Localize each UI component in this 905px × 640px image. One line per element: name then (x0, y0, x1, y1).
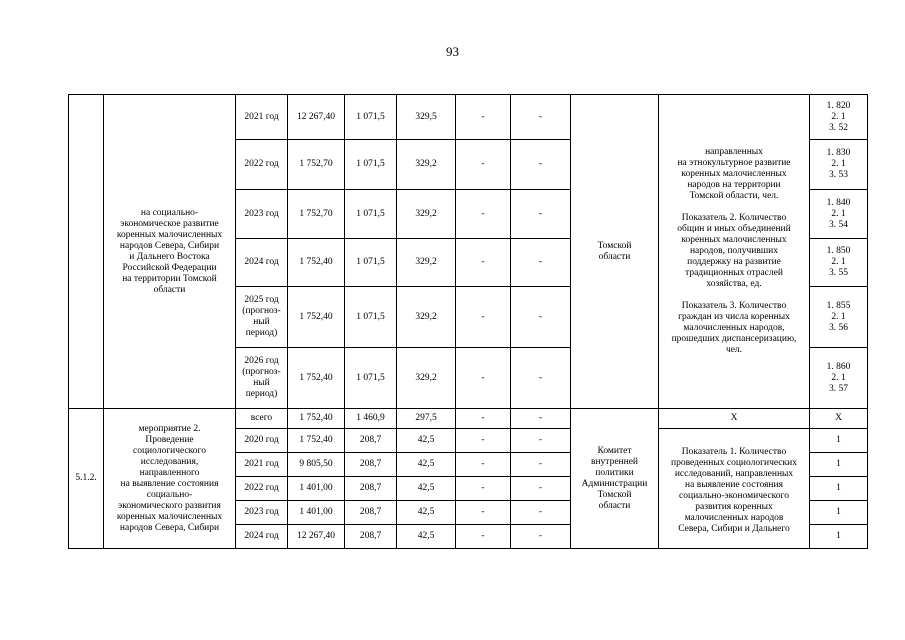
value-cell: - (456, 409, 511, 429)
value-cell: - (511, 453, 571, 477)
value-cell: - (511, 239, 571, 287)
value-cell: 329,2 (397, 190, 456, 239)
total-cell: 1 401,00 (288, 501, 345, 525)
value-cell: 1 071,5 (345, 190, 397, 239)
year-cell: 2020 год (236, 429, 288, 453)
value-cell: 42,5 (397, 453, 456, 477)
total-cell: 1 752,40 (288, 348, 345, 409)
value-cell: 1 460,9 (345, 409, 397, 429)
value-cell: - (456, 140, 511, 190)
year-cell: 2023 год (236, 190, 288, 239)
value-cell: 208,7 (345, 453, 397, 477)
value-cell: - (456, 477, 511, 501)
value-cell: - (456, 348, 511, 409)
indicators: направленных на этнокультурное развитие коренных малочисленных народов на территории Томской области, чел. Показатель 2. Количество общин и иных объединений коренных малочисленных народов, получивших поддержку на развитие традиционных отраслей хозяйства, ед. Показатель 3. Количество граждан из числа коренных малочисленных народов, прошедших диспансеризацию, чел. (659, 95, 810, 409)
year-cell: 2024 год (236, 525, 288, 549)
value-cell: - (511, 190, 571, 239)
indicator-code: 1. 850 2. 1 3. 55 (810, 239, 868, 287)
value-cell: - (511, 348, 571, 409)
item-number: 5.1.2. (69, 409, 104, 549)
value-cell: 329,2 (397, 239, 456, 287)
table-row (69, 409, 868, 429)
indicator-code: 1 (810, 477, 868, 501)
indicators: Показатель 1. Количество проведенных социологических исследований, направленных на выявление состояния социально-экономического развития коренных малочисленных народов Севера, Сибири и Дальнего (659, 429, 810, 549)
value-cell: - (511, 501, 571, 525)
total-cell: 1 752,40 (288, 409, 345, 429)
indicator-code: 1 (810, 453, 868, 477)
value-cell: - (511, 409, 571, 429)
value-cell: 208,7 (345, 477, 397, 501)
total-cell: 9 805,50 (288, 453, 345, 477)
value-cell: - (511, 525, 571, 549)
value-cell: 1 071,5 (345, 95, 397, 140)
value-cell: - (456, 501, 511, 525)
value-cell: 329,2 (397, 287, 456, 348)
value-cell: - (456, 287, 511, 348)
indicator-code: 1. 860 2. 1 3. 57 (810, 348, 868, 409)
value-cell: - (456, 190, 511, 239)
value-cell: 1 071,5 (345, 348, 397, 409)
year-cell: всего (236, 409, 288, 429)
value-cell: 208,7 (345, 429, 397, 453)
value-cell: 1 071,5 (345, 239, 397, 287)
value-cell: - (456, 429, 511, 453)
total-cell: 1 401,00 (288, 477, 345, 501)
year-cell: 2021 год (236, 95, 288, 140)
indicator-code: 1 (810, 525, 868, 549)
value-cell: - (456, 239, 511, 287)
table-row (69, 95, 868, 140)
value-cell: - (456, 453, 511, 477)
value-cell: - (511, 429, 571, 453)
value-cell: 1 071,5 (345, 287, 397, 348)
value-cell: - (511, 287, 571, 348)
value-cell: - (511, 140, 571, 190)
executor: Комитет внутренней политики Администрации Томской области (571, 409, 659, 549)
item-number (69, 95, 104, 409)
value-cell: - (511, 477, 571, 501)
value-cell: 42,5 (397, 501, 456, 525)
year-cell: 2025 год (прогноз- ный период) (236, 287, 288, 348)
value-cell: 42,5 (397, 525, 456, 549)
total-cell: 12 267,40 (288, 95, 345, 140)
value-cell: - (456, 525, 511, 549)
year-cell: 2021 год (236, 453, 288, 477)
value-cell: 329,5 (397, 95, 456, 140)
year-cell: 2022 год (236, 477, 288, 501)
value-cell: 208,7 (345, 525, 397, 549)
indicator-x: X (659, 409, 810, 429)
value-cell: 42,5 (397, 429, 456, 453)
year-cell: 2026 год (прогноз- ный период) (236, 348, 288, 409)
indicator-code: 1. 855 2. 1 3. 56 (810, 287, 868, 348)
total-cell: 1 752,70 (288, 190, 345, 239)
total-cell: 1 752,40 (288, 287, 345, 348)
value-cell: - (456, 95, 511, 140)
value-cell: 208,7 (345, 501, 397, 525)
total-cell: 1 752,70 (288, 140, 345, 190)
executor: Томской области (571, 95, 659, 409)
page-number: 93 (446, 44, 459, 59)
value-cell: 1 071,5 (345, 140, 397, 190)
value-cell: 297,5 (397, 409, 456, 429)
total-cell: 1 752,40 (288, 429, 345, 453)
activity-name: мероприятие 2. Проведение социологического исследования, направленного на выявление состояния социально- экономического развития коренных малочисленных народов Севера, Сибири (104, 409, 236, 549)
value-cell: 42,5 (397, 477, 456, 501)
indicator-code: 1. 820 2. 1 3. 52 (810, 95, 868, 140)
indicator-code: 1. 840 2. 1 3. 54 (810, 190, 868, 239)
year-cell: 2023 год (236, 501, 288, 525)
year-cell: 2024 год (236, 239, 288, 287)
indicator-code: 1. 830 2. 1 3. 53 (810, 140, 868, 190)
program-table (68, 94, 868, 549)
total-cell: 1 752,40 (288, 239, 345, 287)
total-cell: 12 267,40 (288, 525, 345, 549)
indicator-code: X (810, 409, 868, 429)
value-cell: 329,2 (397, 140, 456, 190)
indicator-code: 1 (810, 429, 868, 453)
year-cell: 2022 год (236, 140, 288, 190)
activity-name: на социально- экономическое развитие коренных малочисленных народов Севера, Сибири и Дальнего Востока Российской Федерации на территории Томской области (104, 95, 236, 409)
value-cell: - (511, 95, 571, 140)
value-cell: 329,2 (397, 348, 456, 409)
indicator-code: 1 (810, 501, 868, 525)
